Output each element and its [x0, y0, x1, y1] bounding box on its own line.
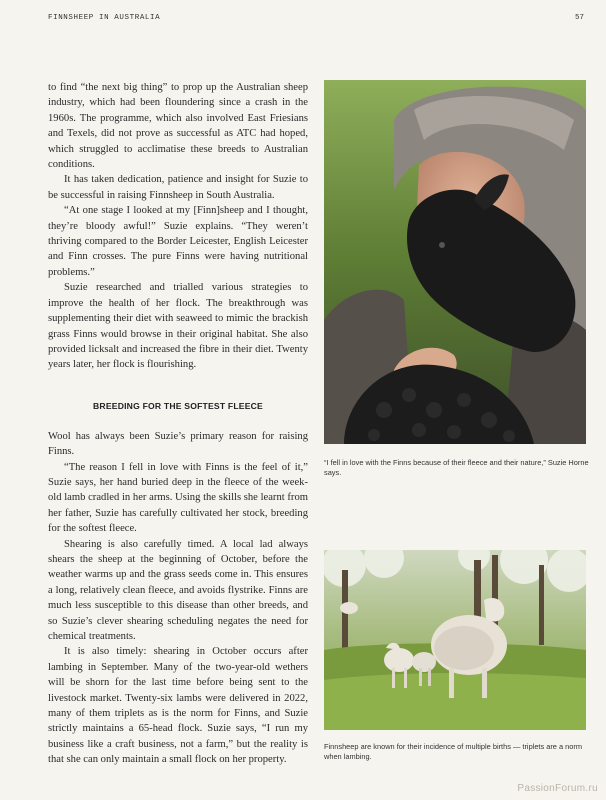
running-head: FINNSHEEP IN AUSTRALIA	[48, 14, 161, 22]
paragraph: Shearing is also carefully timed. A local lad always shears the sheep at the beginning of October, before the weather warms up and the grass seeds come in. This ensures a long, relatively clean fleece, and avoids flystrike. Finns are much less susceptible to this disease than other breeds, and so Suzie’s clever shearing scheduling negates the need for chemical treatments.	[48, 538, 308, 642]
photo-caption: Finnsheep are known for their incidence of multiple births — triplets are a norm when lambing.	[324, 742, 582, 761]
photo-ewe-with-lambs	[324, 550, 586, 730]
paragraph: Suzie researched and trialled various strategies to improve the health of her flock. The breakthrough was supplementing their diet with seaweed to mimic the brackish grass Finns would browse in their original habitat. She also provided licksalt and increased the fibre in their diet. Twenty years later, her flock is flourishing.	[48, 282, 308, 371]
paragraph: It is also timely: shearing in October occurs after lambing in September. Many of the two-year-old wethers will be shorn for the last time before being sent to the livestock market. Twenty-six lambs were delivered in 2022, many of them triplets as is the norm for Finns, and Suzie strictly maintains a 65-head flock. Suzie says, “I run my business like a craft business, not a farm,” but the reality is that she can only maintain a small flock on her property.	[48, 646, 308, 766]
article-body	[48, 80, 308, 768]
paragraph: Wool has always been Suzie’s primary reason for raising Finns.	[48, 430, 308, 458]
paragraph: It has taken dedication, patience and insight for Suzie to be successful in raising Finnsheep in South Australia.	[48, 174, 308, 201]
paragraph: “The reason I fell in love with Finns is the feel of it,” Suzie says, her hand buried deep in the fleece of the week-old lamb cradled in her arms. Using the skills she learnt from her father, Suzie has carefully cultivated her stock, breeding for the softest fleece.	[48, 461, 308, 535]
watermark: PassionForum.ru	[517, 783, 598, 794]
paragraph: “At one stage I looked at my [Finn]sheep and I thought, they’re bloody awful!” Suzie explains. “They weren’t thriving compared to the Border Leicester, English Leicester and Finn crosses. The pure Finns were having nutritional problems.”	[48, 205, 308, 278]
paragraph: to find “the next big thing” to prop up the Australian sheep industry, which had been floundering since a crash in the 1960s. The programme, which also involved East Friesians and Texels, did not prove as successful as ATC had hoped, which struggled to acclimatise these breeds to Australian conditions.	[48, 82, 308, 171]
photo-woman-with-lamb	[324, 80, 586, 444]
section-heading: BREEDING FOR THE SOFTEST FLEECE	[93, 400, 263, 411]
photo-caption: “I fell in love with the Finns because of their fleece and their nature,” Suzie Horne says.	[324, 458, 589, 477]
page-number: 57	[574, 14, 584, 22]
